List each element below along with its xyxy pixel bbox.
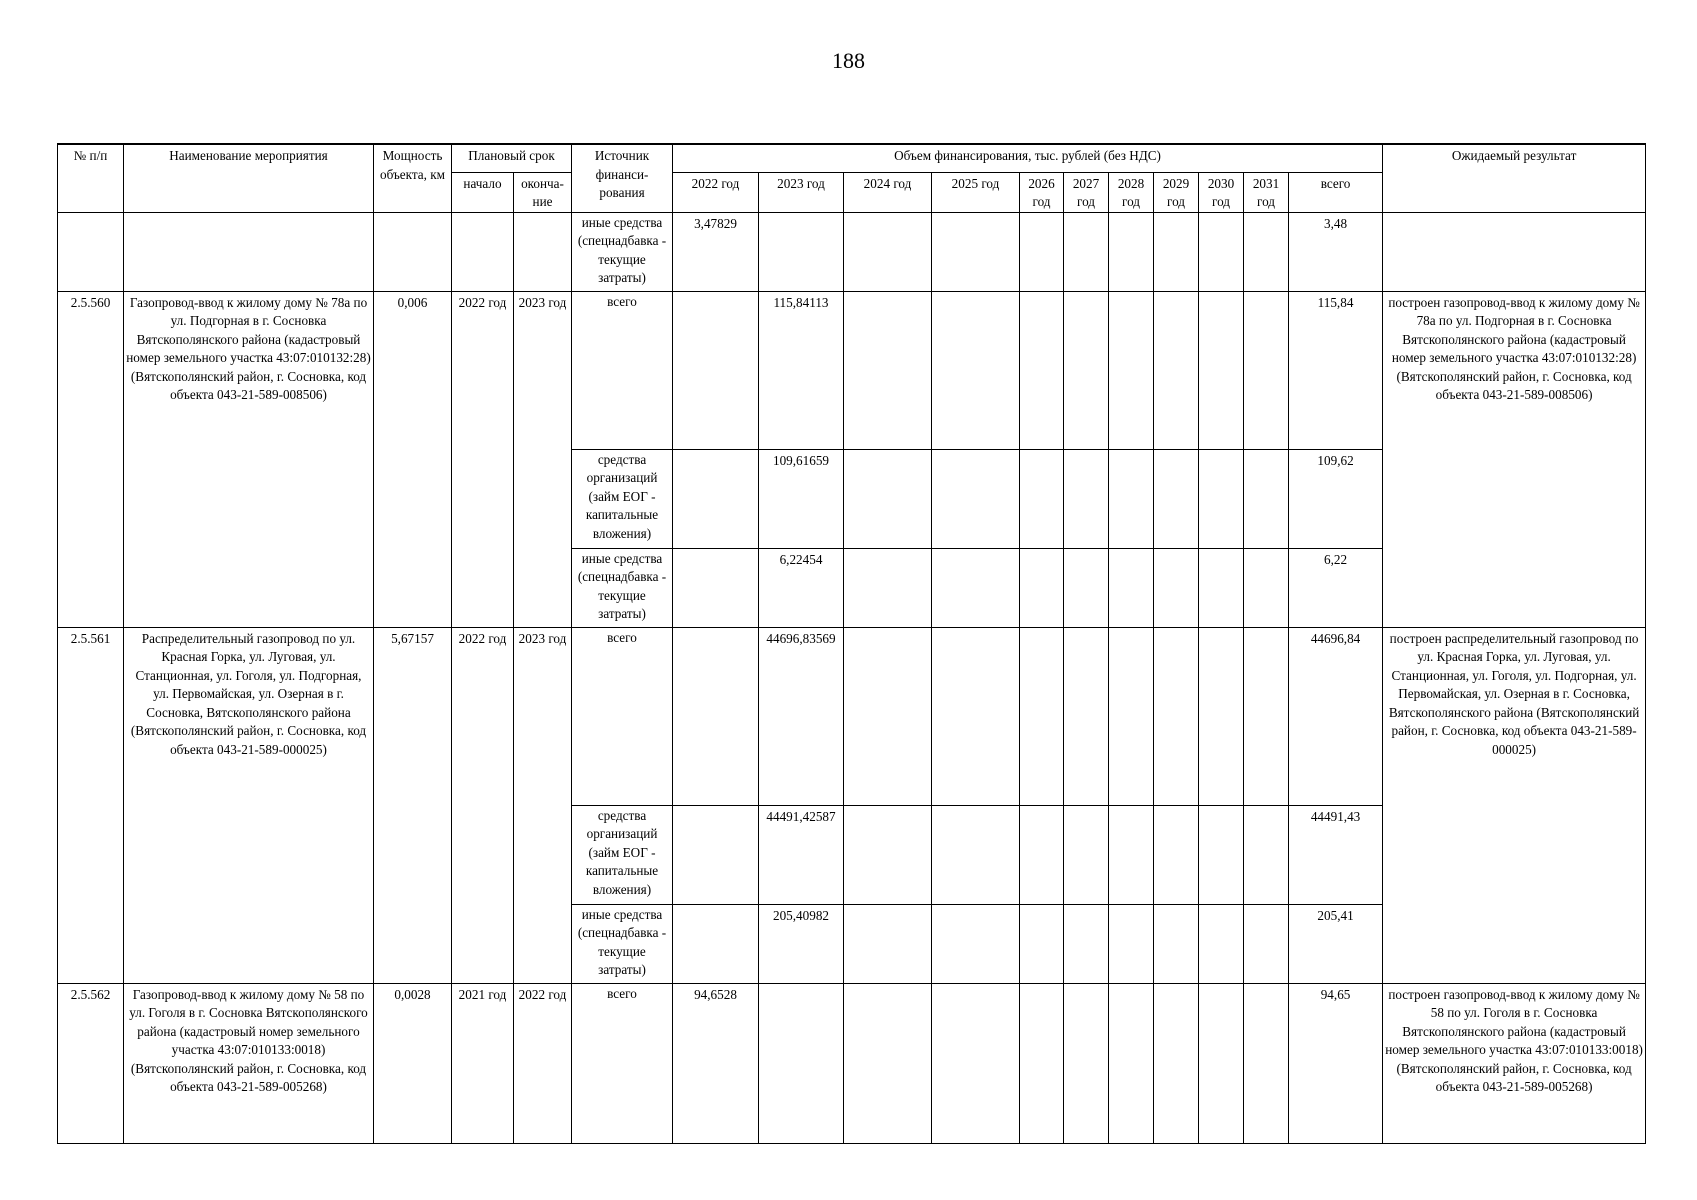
source-cell: всего — [572, 983, 673, 1143]
header-total: всего — [1289, 172, 1383, 212]
source-cell: всего — [572, 291, 673, 449]
value-2022 — [673, 291, 759, 449]
term-start: 2022 год — [452, 627, 514, 983]
term-start: 2021 год — [452, 983, 514, 1143]
value-2023: 115,84113 — [759, 291, 844, 449]
value-2023 — [759, 983, 844, 1143]
capacity-value: 0,006 — [374, 291, 452, 627]
row-number: 2.5.560 — [58, 291, 124, 627]
value-2023: 109,61659 — [759, 449, 844, 548]
source-cell: средства организаций (займ ЕОГ - капитальные вложения) — [572, 449, 673, 548]
value-total: 115,84 — [1289, 291, 1383, 449]
header-term-start: начало — [452, 172, 514, 212]
capacity-value: 5,67157 — [374, 627, 452, 983]
value-2022 — [673, 805, 759, 904]
term-start: 2022 год — [452, 291, 514, 627]
expected-result: построен распределительный газопровод по ул. Красная Горка, ул. Луговая, ул. Станционная, ул. Гоголя, ул. Подгорная, ул. Первомайская, ул. Озерная в г. Сосновка, Вятскополянского района (Вятскополянский район, г. Сосновка, код объекта 043-21-589-000025) — [1383, 627, 1646, 983]
activity-name: Газопровод-ввод к жилому дому № 78а по ул. Подгорная в г. Сосновка Вятскополянского района (кадастровый номер земельного участка 43:07:010132:28) (Вятскополянский район, г. Сосновка, код объекта 043-21-589-008506) — [124, 291, 374, 627]
value-2023: 6,22454 — [759, 548, 844, 627]
header-year-2023: 2023 год — [759, 172, 844, 212]
value-2022 — [673, 627, 759, 805]
value-total: 44696,84 — [1289, 627, 1383, 805]
expected-result: построен газопровод-ввод к жилому дому № 58 по ул. Гоголя в г. Сосновка Вятскополянского района (кадастровый номер земельного участка 43:07:010133:0018) (Вятскополянский район, г. Сосновка, код объекта 043-21-589-005268) — [1383, 983, 1646, 1143]
header-num: № п/п — [58, 144, 124, 212]
table-row — [58, 983, 1646, 1143]
table-row — [58, 212, 1646, 291]
value-2022 — [673, 548, 759, 627]
term-end: 2022 год — [514, 983, 572, 1143]
expected-result: построен газопровод-ввод к жилому дому № 78а по ул. Подгорная в г. Сосновка Вятскополянского района (кадастровый номер земельного участка 43:07:010132:28) (Вятскополянский район, г. Сосновка, код объекта 043-21-589-008506) — [1383, 291, 1646, 627]
header-result: Ожидаемый результат — [1383, 144, 1646, 212]
value-total: 6,22 — [1289, 548, 1383, 627]
value-2022 — [673, 449, 759, 548]
table-row — [58, 291, 1646, 449]
header-year-2026: 2026 год — [1020, 172, 1064, 212]
header-term-end: оконча-ние — [514, 172, 572, 212]
row-number: 2.5.561 — [58, 627, 124, 983]
header-year-2029: 2029 год — [1154, 172, 1199, 212]
source-cell: всего — [572, 627, 673, 805]
header-name: Наименование мероприятия — [124, 144, 374, 212]
value-total: 44491,43 — [1289, 805, 1383, 904]
value-2023: 44696,83569 — [759, 627, 844, 805]
activity-name: Распределительный газопровод по ул. Красная Горка, ул. Луговая, ул. Станционная, ул. Гоголя, ул. Подгорная, ул. Первомайская, ул. Озерная в г. Сосновка, Вятскополянского района (Вятскополянский район, г. Сосновка, код объекта 043-21-589-000025) — [124, 627, 374, 983]
value-total: 3,48 — [1289, 212, 1383, 291]
header-year-2027: 2027 год — [1064, 172, 1109, 212]
value-2023: 205,40982 — [759, 904, 844, 983]
header-source: Источник финанси-рования — [572, 144, 673, 212]
header-year-2022: 2022 год — [673, 172, 759, 212]
header-term: Плановый срок — [452, 144, 572, 172]
source-cell: иные средства (спецнадбавка - текущие затраты) — [572, 548, 673, 627]
header-year-2030: 2030 год — [1199, 172, 1244, 212]
source-cell: иные средства (спецнадбавка - текущие затраты) — [572, 904, 673, 983]
value-2022: 94,6528 — [673, 983, 759, 1143]
header-year-2025: 2025 год — [932, 172, 1020, 212]
value-2023: 44491,42587 — [759, 805, 844, 904]
financing-table — [57, 143, 1646, 1144]
value-total: 205,41 — [1289, 904, 1383, 983]
value-2022: 3,47829 — [673, 212, 759, 291]
header-capacity: Мощность объекта, км — [374, 144, 452, 212]
value-2022 — [673, 904, 759, 983]
term-end: 2023 год — [514, 627, 572, 983]
header-year-2028: 2028 год — [1109, 172, 1154, 212]
source-cell: средства организаций (займ ЕОГ - капитальные вложения) — [572, 805, 673, 904]
term-end: 2023 год — [514, 291, 572, 627]
header-year-2024: 2024 год — [844, 172, 932, 212]
page-number: 188 — [832, 48, 865, 73]
header-year-2031: 2031 год — [1244, 172, 1289, 212]
header-volume: Объем финансирования, тыс. рублей (без НДС) — [673, 144, 1383, 172]
row-number: 2.5.562 — [58, 983, 124, 1143]
capacity-value: 0,0028 — [374, 983, 452, 1143]
value-total: 109,62 — [1289, 449, 1383, 548]
source-cell: иные средства (спецнадбавка - текущие затраты) — [572, 212, 673, 291]
value-total: 94,65 — [1289, 983, 1383, 1143]
activity-name: Газопровод-ввод к жилому дому № 58 по ул. Гоголя в г. Сосновка Вятскополянского района (кадастровый номер земельного участка 43:07:010133:0018) (Вятскополянский район, г. Сосновка, код объекта 043-21-589-005268) — [124, 983, 374, 1143]
table-row — [58, 627, 1646, 805]
